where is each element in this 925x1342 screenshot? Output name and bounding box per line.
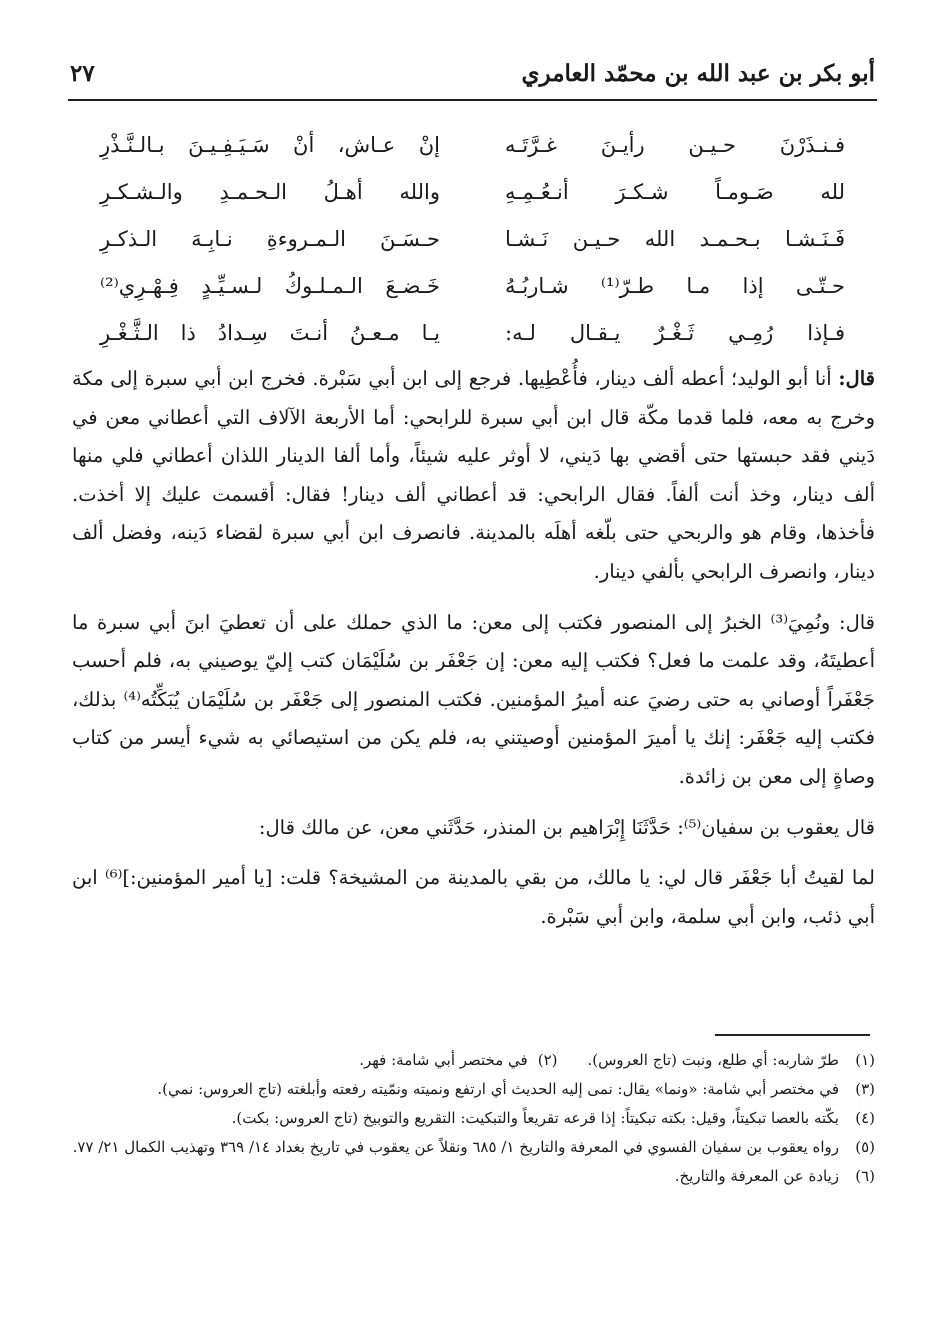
footnote-number: (٦) [855,1167,875,1185]
footnote-number: (٥) [855,1138,875,1156]
poem-verse [100,128,845,175]
poem-verse [100,269,845,316]
footnote-inline [359,1046,557,1075]
header-rule [68,99,877,101]
footnote-rule [715,1034,870,1036]
verse-first-hemistich: فـإذا رُمِـي ثَـغْـرٌ يـقـال لـه: [505,321,845,345]
body-text [72,360,875,948]
verse-second-hemistich: والله أهـلُ الـحـمـدِ والـشـكـرِ [100,180,440,204]
footnote-number: (٣) [855,1080,875,1098]
footnote-text: طرّ شاربه: أي طلع، ونبت (تاج العروس). [587,1051,839,1069]
footnote-pair [72,1046,839,1075]
footnotes [72,1046,875,1191]
paragraph [72,360,875,592]
running-title: أبو بكر بن عبد الله بن محمّد العامري [521,60,875,87]
poem-verse [100,175,845,222]
verse-first-hemistich: حـتّـى إذا مـا طـرّ⁽¹⁾ شـاربُـهُ [505,274,845,298]
verse-first-hemistich: لله صَـومـاً شـكـرَ أنـعُـمِـهِ [505,180,845,204]
verse-first-hemistich: فـنـذَرْنَ حـيـن رأيـنَ غـرَّتَـه [505,133,845,157]
footnote [72,1104,875,1133]
speaker-label: قال: [838,367,875,390]
footnote-text: رواه يعقوب بن سفيان الفسوي في المعرفة والتاريخ ١/ ٦٨٥ ونقلاً عن يعقوب في تاريخ بغداد ١٤/ ٣٦٩ وتهذيب الكمال ٢١/ ٧٧. [72,1138,839,1156]
poem [100,128,845,363]
verse-second-hemistich: يـا مـعـنُ أنـتَ سِـدادُ ذا الـثَّـغْـرِ [100,321,440,345]
footnote-text: في مختصر أبي شامة: «ونما» يقال: نمى إليه الحديث أي ارتفع ونميته ونمّيته رفعته وأبلغته (تاج العروس: نمي). [157,1080,839,1098]
running-header [70,56,875,96]
verse-first-hemistich: فَـنَـشـا بـحـمـد الله حـيـن نَـشـا [505,227,845,251]
footnote [72,1162,875,1191]
paragraph: لما لقيتُ أبا جَعْفَر قال لي: يا مالك، من بقي بالمدينة من المشيخة؟ قلت: [يا أمير المؤمنين:]⁽⁶⁾ ابن أبي ذئب، وابن أبي سلمة، وابن أبي سَبْرة. [72,866,875,928]
verse-second-hemistich: حـسَـنَ الـمـروءةِ نـابِـهَ الـذكـرِ [100,227,440,251]
footnote [72,1133,875,1162]
footnote-text: في مختصر أبي شامة: فهر. [359,1051,528,1069]
paragraph-text: أنا أبو الوليد؛ أعطه ألف دينار، فأُعْطِيها. فرجع إلى ابن أبي سَبْرة. فخرج ابن أبي سبرة إلى مكة وخرج به معه، فلما قدما مكّة قال ابن أبي سبرة للرابحي: أما الأربعة الآلاف التي أعطاني معن في دَيني فقد حبستها حتى أقضي بها دَيني، لا أوثر عليه شيئاً، وأما ألفا الدينار اللذان أعطاني فلي منها ألف دينار، وخذ أنت ألفاً. فقال الرابحي: قد أعطاني ألف دينار! فقال: أقسمت عليك إلا أخذت. فأخذها، وقام هو والربحي حتى بلّغه أهلَه بالمدينة. فانصرف ابن أبي سبرة لقضاء دَينه، وفضل ألف دينار، وانصرف الرابحي بألفي دينار. [72,367,875,583]
paragraph: قال يعقوب بن سفيان⁽⁵⁾: حَدَّثَنَا إِبْرَاهيم بن المنذر، حَدَّثَني معن، عن مالك قال: [258,815,875,839]
paragraph: قال: ونُمِيَ⁽³⁾ الخبرُ إلى المنصور فكتب إلى معن: ما الذي حملك على أن تعطيَ ابنَ أبي سبرة ما أعطيتَهُ، وقد علمت ما فعل؟ فكتب إليه معن: إن جَعْفَر بن سُلَيْمَان كتب إليّ يوصيني به، فلم أحسب جَعْفَراً أوصاني به حتى رضيَ عنه أميرُ المؤمنين. فكتب المنصور إلى جَعْفَر بن سُلَيْمَان يُبَكِّتُه⁽⁴⁾ بذلك، فكتب إليه جَعْفَر: إنك يا أميرَ المؤمنين أوصيتني به، فلم يكن من استيصائي به شيء أيسر من كتاب وصاةٍ إلى معن بن زائدة. [72,610,876,788]
footnote-number: (١) [855,1051,875,1069]
poem-verse [100,222,845,269]
poem-verse [100,316,845,363]
footnote-number: (٢) [537,1051,558,1069]
footnote-text: بكّته بالعصا تبكيتاً، وقيل: بكته تبكيتاً: إذا قرعه تقريعاً والتبكيت: التقريع والتوبيخ (تاج العروس: بكت). [231,1109,839,1127]
footnote [72,1046,875,1075]
footnote-number: (٤) [855,1109,875,1127]
footnote-text: زيادة عن المعرفة والتاريخ. [674,1167,839,1185]
footnote [72,1075,875,1104]
verse-second-hemistich: إنْ عـاش، أنْ سَـيَـفِـيـنَ بـالـنَّـذْرِ [100,133,440,157]
verse-second-hemistich: خَـضـعَ الـمـلـوكُ لـسـيِّـدٍ فِـهْـرِي⁽²⁾ [100,274,440,298]
page-number: ٢٧ [70,60,95,87]
